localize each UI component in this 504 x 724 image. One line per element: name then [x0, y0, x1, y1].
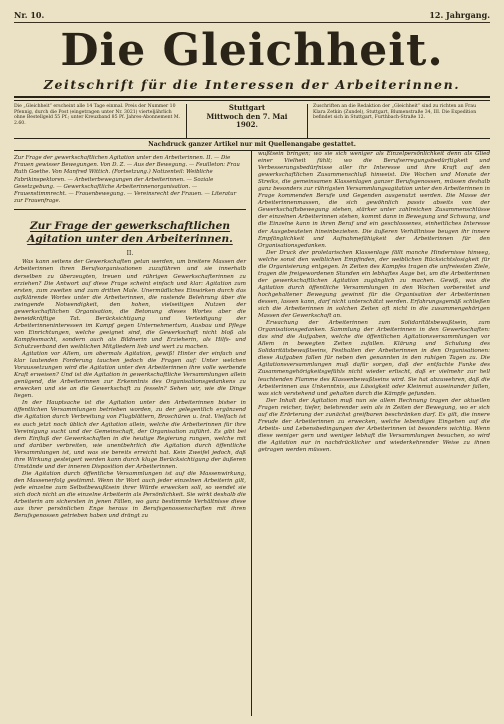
volume-year: 12. Jahrgang. — [429, 10, 490, 20]
dateline — [186, 104, 308, 138]
paragraph: Der Druck der proletarischen Klassenlage fällt manche Hindernisse hinweg, welche sonst den weiblichen Empfinden, der weiblichen Rücksichtslosigkeit für die Organisierung entgegen. In Zeiten des Kampfes tragen die unfreiesten Ziele, tragen die freigewordenen Stunden ein lebhaftes Auge bei, um die Arbeiterinnen der gewerkschaftlichen Agitation zugänglich zu machen. Gewiß, was die Agitation durch öffentliche Versammlungen in den Wochen vorbereitet und hochgehaltener Bewegung gewinnt für die Organisation der Arbeiterinnen dessen, lassen kann, darf nicht unterschätzt werden. Erfahrungsgemäß schließen sich die Arbeiterinnen in solchen Zeiten oft nicht in die zusammengehörigen Massen der Gewerkschaft an. — [258, 249, 490, 320]
paragraph: wußtsein bringen; wo sie sich weniger als Einzelpersönlichkeit denn als Glied einer Vielheit fühlt; wo die Berufserregungsbedürftigkeit und Verbesserungsbedürfnisse aller ihr Interesse und ihre Kraft auf den gewerkschaftlichen Zusammenschluß hinweist. Die Wochen und Monate der Streiks, die gemeinsamen Klassenlagen ganzer Berufsgenossen, müssen deshalb ganz besonders zur rührigsten Versammlungsagitation unter den Arbeiterinnen in Frage kommenden Berufe und Gegenden ausgenutzt werden. Die Masse der Arbeiterinnenmassen, die sich gewöhnlich passiv abseits von der Gewerkschaftsbewegung stehen, stärker unter zahlreichen Zusammenschlüsse der einzelnen Arbeiterinnen stehen, kommt dann in Bewegung und Schwung, und die Einzelne kann in ihren Beruf und ein geschlossenes, einheitliches Interesse der Ausgebeuteten hineinbeziehen. Die äußeren Verhältnisse beugen ihr innere Empfänglichkeit und Aufnahmefähigkeit der Arbeiterinnen für den Organisationsgedanken. — [258, 151, 490, 249]
dateline-city: Stuttgart — [228, 103, 266, 112]
left-column-body — [14, 259, 246, 520]
masthead-title: Die Gleichheit. — [60, 25, 444, 76]
table-of-contents: Zur Frage der gewerkschaftlichen Agitation unter den Arbeiterinnen. II. — Die Frauen gewisser Bewegungen. Von D. Z. — Aus der Bewegung. — Feuilleton: Frau Ruth Goethe. Von Manfred Wittich. (Fortsetzung.) Notizenteil: Weibliche Fabrikinspektoren. — Arbeiterbewegungen der Arbeiterinnen. — Soziale Gesetzgebung. — Gewerkschaftliche Arbeiterinnenorganisation. — Frauenstimmrecht. — Frauenbewegung. — Vereinsrecht der Frauen. — Literatur zur Frauenfrage. — [14, 151, 246, 210]
paragraph: Die Agitation durch öffentliche Versammlungen ist auf die Massenwirkung, den Massenerfolg gestimmt. Wenn ihr Wort auch jeder einzelnen Arbeiterin gilt, jede einzelne zum Selbstbewußtsein ihrer Würde erwecken soll, so wendet sie sich doch nicht an die einzelne Arbeiterin als Persönlichkeit. Sie wirkt deshalb die Arbeiterin am sichersten in jenen Fällen, wo ganz bestimmte Verhältnisse diese aus ihrer persönlichen Enge heraus in Berufsgenossenschaften mit ihren Berufsgenossen getrieben haben und drängt zu — [14, 470, 246, 520]
right-column — [252, 151, 490, 716]
dateline-year: 1902. — [236, 120, 258, 129]
right-column-body — [258, 151, 490, 454]
issue-number: Nr. 10. — [14, 10, 45, 20]
paragraph: Was kann seitens der Gewerkschaften getan werden, um breitere Massen der Arbeiterinnen ihren Berufsorganisationen zuzuführen und sie innerhalb derselben zu überzeugten, treuen und rührigen Gewerkschafterinnen zu erziehen? Die Antwort auf diese Frage scheint einfach und klar: Agitation zum ersten, zum zweiten und zum dritten Male. Unermüdliches Einwirken durch das aufklärende Wortes unter die Arbeiterinnen, die rastende Belehrung über die zwingende Notwendigkeit, den hohen, vielseitigen Nutzen der gewerkschaftlichen Organisation, die Betonung dieses Wortes aber die beneidkräftige Tat. Berücksichtigung und Verteidigung der Arbeiterinneninteressen im Kampf gegen Unternehmertum, Ausbau und Pflege von Einrichtungen, welche geeignet sind, die Gewerkschaft nicht bloß als Kampfesmacht, sondern auch als Bildnerin und Erzieherin, als Hilfs- und Schutzverband den weiblichen Mitgliedern lieb und wert zu machen. — [14, 259, 246, 350]
paragraph: Der Inhalt der Agitation muß nun sie allem Rechnung tragen der aktuellen Fragen reicher, tiefer, belehrender sein als in Zeiten der Bewegung, wo er sich auf die Erörterung der zunächst greifbaren beschränken darf. Es gilt, die innere Freude der Arbeiterinnen zu erwecken, welche lebendiges Eingehen auf die Arbeits- und Lebensbedingungen der Arbeiterinnen ist besonders wichtig. Wenn diese weniger gern und weniger lebhaft die Versammlungen besuchen, so wird die Agitation nur in nachdrücklicher und wiederkehrender Weise zu ihnen getragen werden müssen. — [258, 397, 490, 453]
info-bar — [14, 101, 490, 139]
reprint-notice: Nachdruck ganzer Artikel nur mit Quellenangabe gestattet. — [14, 139, 490, 151]
editorial-address: Zuschriften an die Redaktion der „Gleichheit“ sind zu richten an Frau Klara Zetkin (Zundel), Stuttgart, Blumenstraße 34, III. Die Expedition befindet sich in Stuttgart, Furthbach-Straße 12. — [313, 104, 477, 121]
columns — [14, 151, 490, 716]
paragraph: Erwachung der Arbeiterinnen zum Solidaritätsbewußtsein, zum Organisationsgedanken. Sammlung der Arbeiterinnen in den Gewerkschaften: das sind die Aufgaben, welche die öffentlichen Agitationsversammlungen vor Allem in bewegten Zeiten zufallen. Klärung und Schulung des Solidaritätsbewußtseins, Festhalten der Arbeiterinnen in den Organisationen: diese Aufgaben fallen für neben den genannten in den ruhigen Tagen zu. Die Agitationsversammlungen muß dafür sorgen, daß der entfachte Funke des Zusammengehörigkeitsgefühls nicht wieder erlischt, daß er vielmehr zur hell leuchtenden Flamme des Klassenbewußtseins wird. Sie hat abzuwehren, daß die Arbeiterinnen aus Unkenntnis, aus Lässigkeit oder Kleinmut auseinander fallen, was sich verstehend und gehalten durch die Kämpfe gefunden. — [258, 320, 490, 397]
article-heading: Zur Frage der gewerkschaftlichen Agitation unter den Arbeiterinnen. — [27, 220, 233, 246]
left-column — [14, 151, 252, 716]
top-line — [14, 10, 490, 23]
dateline-date: Mittwoch den 7. Mai — [206, 111, 288, 121]
masthead-subtitle: Zeitschrift für die Interessen der Arbeiterinnen. — [43, 77, 461, 92]
article-section-number: II. — [126, 250, 134, 258]
paragraph: Agitation vor Allem, um abermals Agitation, gewiß! Hinter der einfach und klar lautenden Forderung tauchen jedoch die Fragen auf: Unter welchen Voraussetzungen wird die Agitation unter den Arbeiterinnen ihre volle werbende Kraft erweisen? Und ist die Agitation in gewerkschaftliche Versammlungen allein genügend, die Arbeiterinnen zur Erkenntnis des Organisationsgedankens zu erwecken und sie an die Gewerkschaft zu fesseln? Sehen wir, wie die Dinge liegen. — [14, 351, 246, 400]
subscription-info: Die „Gleichheit“ erscheint alle 14 Tage einmal. Preis der Nummer 10 Pfennig, durch die Post (eingetragen unter Nr. 3021) vierteljährlich ohne Bestellgeld 55 Pf.; unter Kreuzband 85 Pf. Jahres-Abonnement M. 2.60. — [14, 104, 181, 126]
paragraph: In der Hauptsache ist die Agitation unter den Arbeiterinnen bisher in öffentlichen Versammlungen betrieben worden, zu der gelegentlich ergänzend die Agitation durch Verbreitung von Flugblättern, Broschüren u. trat. Vielfach ist es auch jetzt noch üblich der Agitation allein, welche die Arbeiterinnen für ihre Vereinigung sucht und der Gemeinschaft, der Organisation zuführt. Es gibt bei dem Einfluß der Gewerkschaften in die heutige Regierung rungen, welche mit und darüber verbreiten, wie unentbehrlich die Agitation durch öffentliche Versammlungen ist, und was sie bereits erreicht hat. Kein Zweifel jedoch, daß ihre Wirkung gesteigert werden kann durch kluge Berücksichtigung der äußeren Umstände und der inneren Disposition der Arbeiterinnen. — [14, 400, 246, 470]
